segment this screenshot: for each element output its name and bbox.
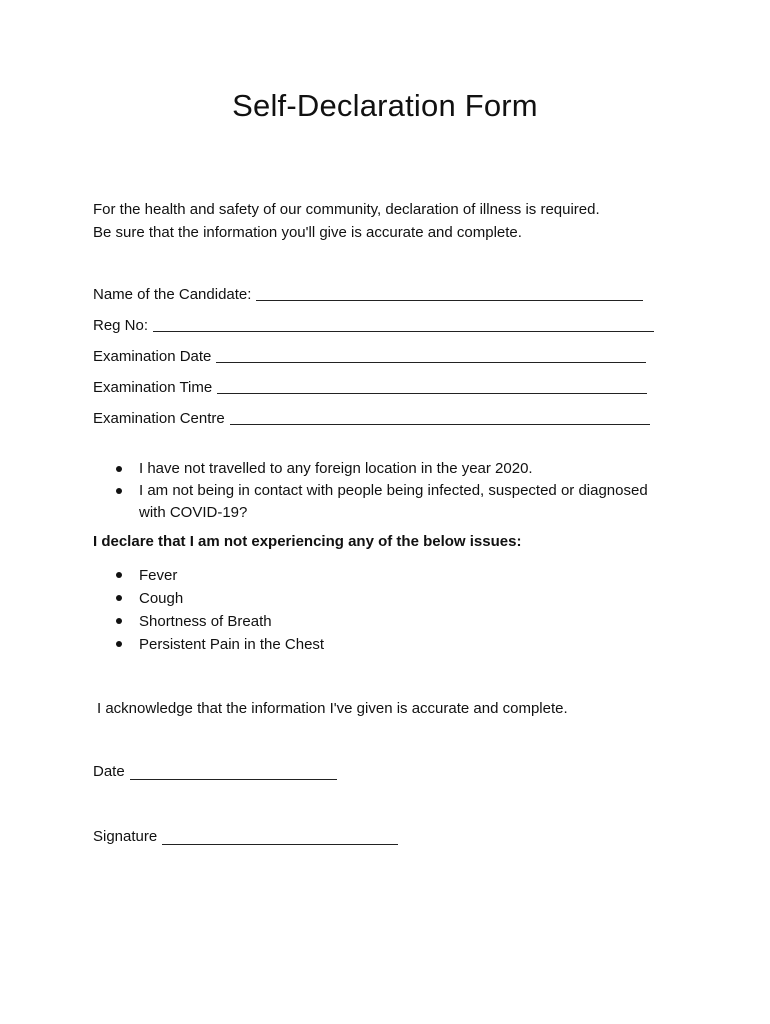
bullet-icon: [116, 618, 122, 624]
list-item: [110, 633, 659, 656]
exam-time-label: Examination Time: [93, 379, 213, 396]
reg-no-label: Reg No:: [93, 317, 149, 334]
intro-line: For the health and safety of our community, declaration of illness is required.: [93, 201, 600, 218]
candidate-fields: [93, 284, 654, 439]
signature-field[interactable]: [93, 828, 398, 845]
symptom-label: Persistent Pain in the Chest: [139, 636, 325, 653]
candidate-name-label: Name of the Candidate:: [93, 286, 252, 303]
exam-centre-label: Examination Centre: [93, 410, 225, 427]
bullet-icon: [116, 595, 122, 601]
exam-date-field[interactable]: [93, 346, 654, 377]
bullet-icon: [116, 572, 122, 578]
travel-statement-list: [110, 458, 659, 524]
date-blank[interactable]: [130, 763, 337, 780]
date-label: Date: [93, 763, 125, 780]
bullet-icon: [116, 641, 122, 647]
travel-statement: I have not travelled to any foreign location in the year 2020.: [139, 460, 533, 477]
list-item: [110, 480, 659, 524]
date-field[interactable]: [93, 763, 337, 780]
intro-text: [93, 198, 600, 244]
exam-date-label: Examination Date: [93, 348, 212, 365]
declaration-heading: I declare that I am not experiencing any of the below issues:: [93, 533, 522, 550]
reg-no-field[interactable]: [93, 315, 654, 346]
exam-centre-blank[interactable]: [230, 408, 650, 425]
exam-date-blank[interactable]: [216, 346, 646, 363]
list-item: [110, 587, 659, 610]
symptom-label: Cough: [139, 590, 184, 607]
signature-label: Signature: [93, 828, 158, 845]
acknowledgement-text: I acknowledge that the information I've given is accurate and complete.: [97, 700, 568, 717]
candidate-name-field[interactable]: [93, 284, 654, 315]
contact-statement: I am not being in contact with people being infected, suspected or diagnosed with COVID-19?: [139, 482, 648, 521]
symptom-label: Shortness of Breath: [139, 613, 272, 630]
page-title: Self-Declaration Form: [232, 88, 538, 123]
symptom-list: [110, 564, 659, 656]
exam-centre-field[interactable]: [93, 408, 654, 439]
candidate-name-blank[interactable]: [256, 284, 643, 301]
exam-time-field[interactable]: [93, 377, 654, 408]
list-item: [110, 564, 659, 587]
bullet-icon: [116, 488, 122, 494]
list-item: [110, 610, 659, 633]
list-item: [110, 458, 659, 480]
symptom-label: Fever: [139, 567, 178, 584]
intro-line: Be sure that the information you'll give is accurate and complete.: [93, 224, 522, 241]
reg-no-blank[interactable]: [153, 315, 654, 332]
exam-time-blank[interactable]: [217, 377, 647, 394]
bullet-icon: [116, 466, 122, 472]
signature-blank[interactable]: [162, 828, 398, 845]
